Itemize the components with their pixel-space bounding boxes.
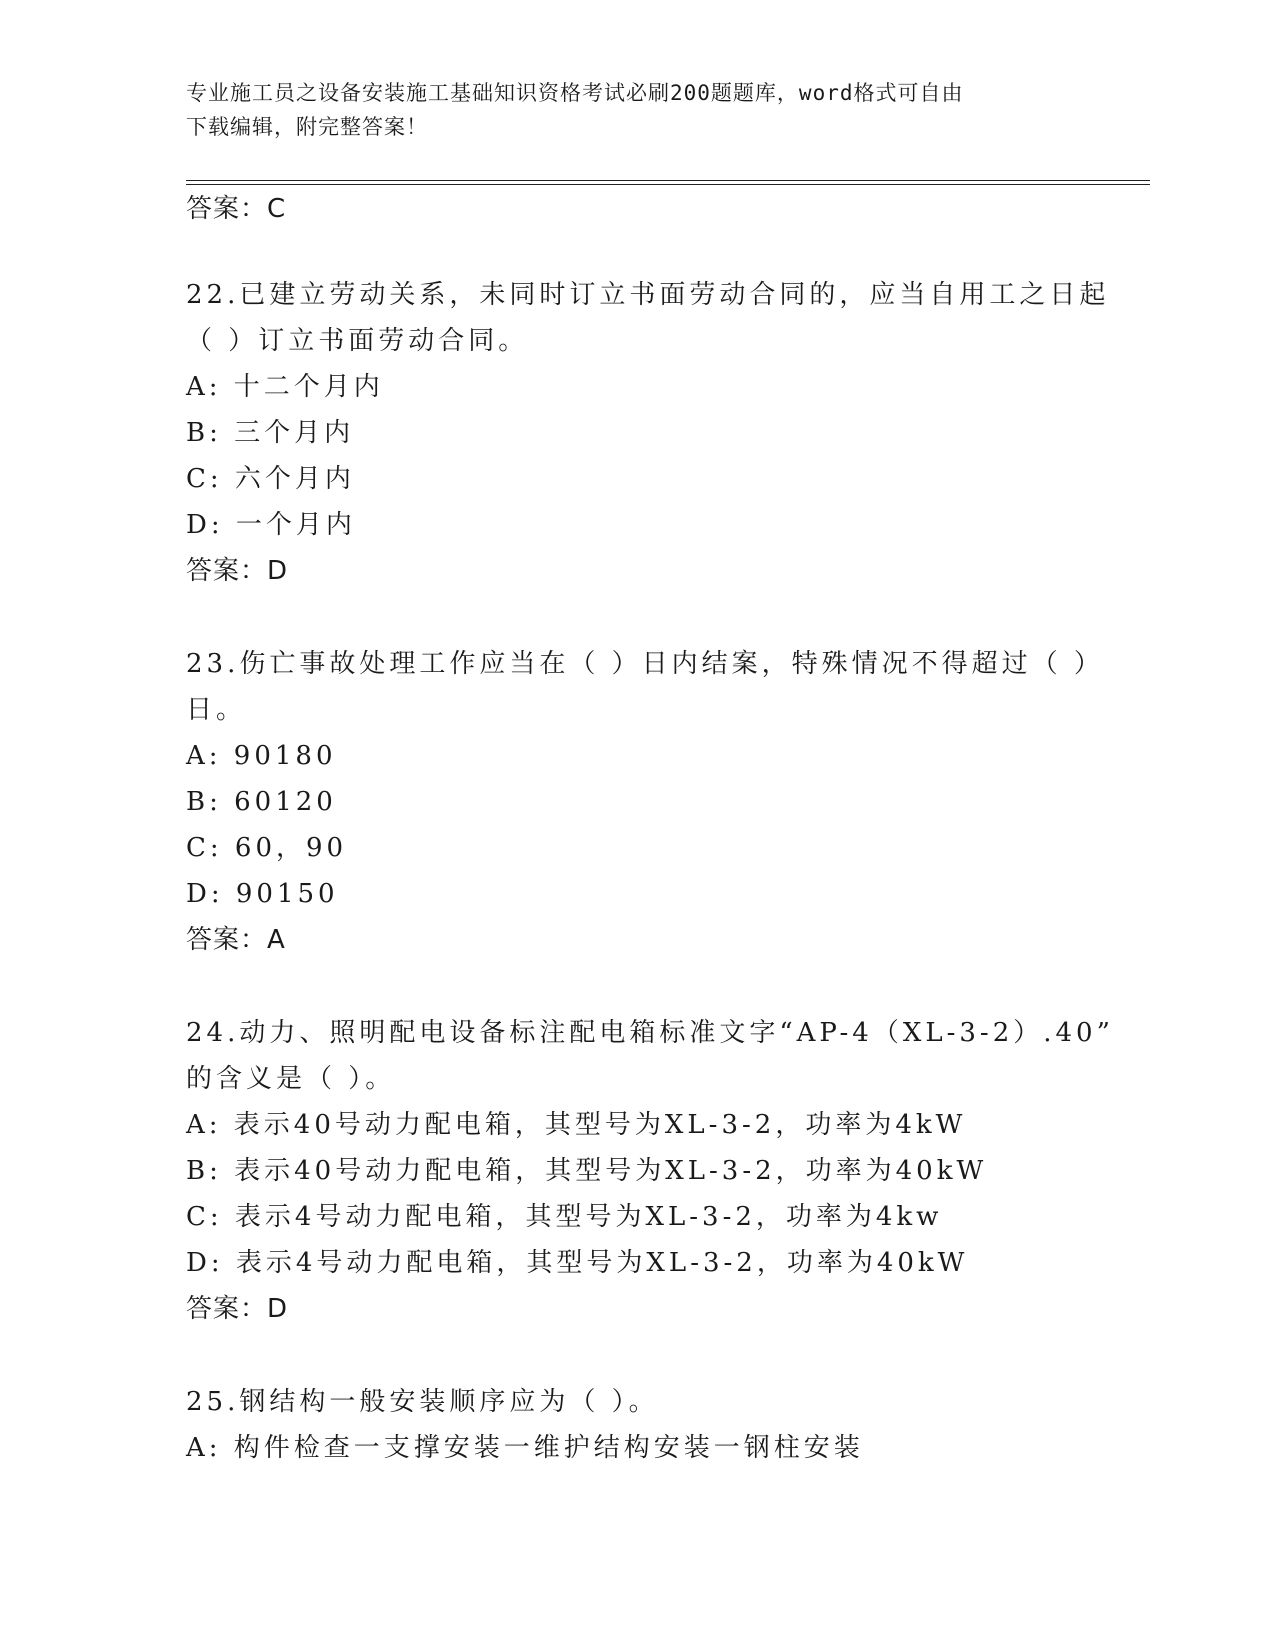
question-stem: 23.伤亡事故处理工作应当在（ ）日内结案，特殊情况不得超过（ ） — [186, 649, 1104, 679]
answer-label: 答案：D — [186, 1294, 289, 1324]
option-d: D: 90150 — [186, 879, 339, 909]
option-c: C: 60，90 — [186, 833, 348, 863]
option-d: D: 一个月内 — [186, 510, 356, 540]
question-25 — [186, 1379, 1086, 1471]
option-b: B: 60120 — [186, 787, 337, 817]
question-22 — [186, 272, 1110, 594]
question-stem-continued: （ ）订立书面劳动合同。 — [186, 326, 529, 356]
answer-label: 答案：A — [186, 925, 286, 955]
question-24 — [186, 1010, 1114, 1332]
option-a: A: 构件检查一支撑安装一维护结构安装一钢柱安装 — [186, 1433, 864, 1463]
document-header — [186, 76, 1086, 144]
header-divider-bottom — [186, 184, 1150, 185]
option-b: B: 三个月内 — [186, 418, 355, 448]
option-b: B: 表示40号动力配电箱，其型号为XL-3-2，功率为40kW — [186, 1156, 988, 1186]
header-line-1: 专业施工员之设备安装施工基础知识资格考试必刷200题题库，word格式可自由 — [186, 81, 964, 105]
option-d: D: 表示4号动力配电箱，其型号为XL-3-2，功率为40kW — [186, 1248, 969, 1278]
question-stem: 25.钢结构一般安装顺序应为（ ）。 — [186, 1387, 659, 1417]
answer-label: 答案：C — [186, 194, 287, 224]
option-c: C: 表示4号动力配电箱，其型号为XL-3-2，功率为4kw — [186, 1202, 943, 1232]
question-stem: 22.已建立劳动关系，未同时订立书面劳动合同的，应当自用工之日起 — [186, 280, 1110, 310]
option-c: C: 六个月内 — [186, 464, 355, 494]
header-divider-top — [186, 180, 1150, 181]
option-a: A: 十二个月内 — [186, 372, 384, 402]
question-23 — [186, 641, 1104, 963]
option-a: A: 表示40号动力配电箱，其型号为XL-3-2，功率为4kW — [186, 1110, 967, 1140]
question-stem-continued: 的含义是（ ）。 — [186, 1064, 396, 1094]
answer-label: 答案：D — [186, 556, 289, 586]
previous-answer-block — [186, 186, 1086, 232]
option-a: A: 90180 — [186, 741, 337, 771]
question-stem-continued: 日。 — [186, 695, 247, 725]
header-line-2: 下载编辑，附完整答案！ — [186, 115, 428, 139]
question-stem: 24.动力、照明配电设备标注配电箱标准文字“AP-4（XL-3-2）.40” — [186, 1018, 1114, 1048]
